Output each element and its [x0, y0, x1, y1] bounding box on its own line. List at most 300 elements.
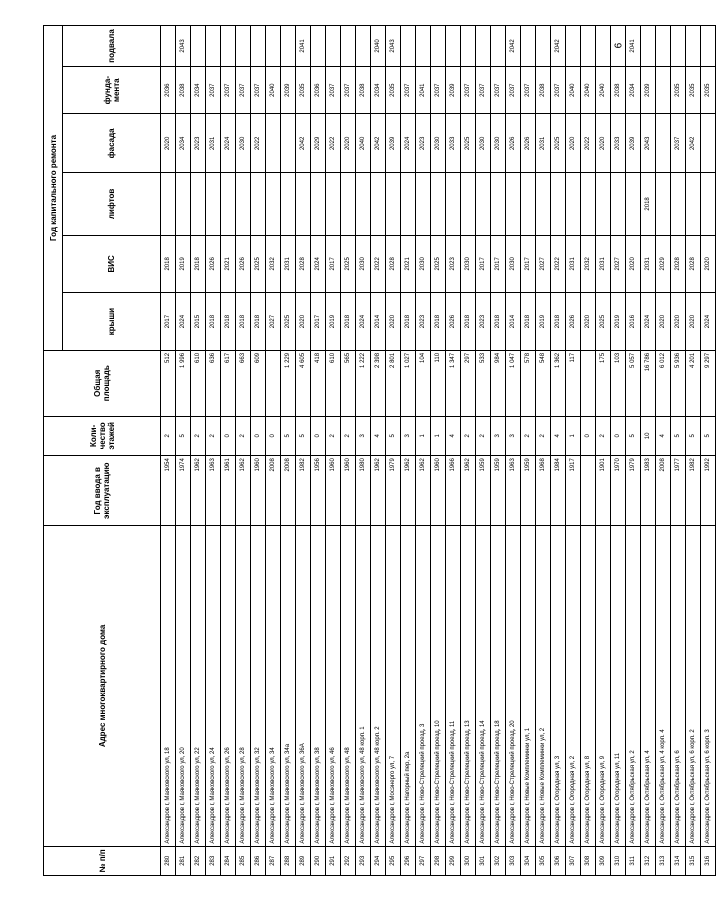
cell-num: 313 [656, 846, 671, 875]
cell-lifts [596, 173, 611, 235]
cell-roof: 2019 [326, 293, 341, 351]
cell-area: 110 [431, 350, 446, 416]
cell-area: 4 605 [296, 350, 311, 416]
cell-facade: 2020 [161, 114, 176, 173]
cell-foundation: 2037 [236, 66, 251, 114]
cell-floors: 0 [266, 416, 281, 456]
table-row [341, 26, 356, 876]
cell-floors: 5 [386, 416, 401, 456]
cell-num: 286 [251, 846, 266, 875]
table-row [206, 26, 221, 876]
table-row [191, 26, 206, 876]
table-row [476, 26, 491, 876]
cell-foundation: 2037 [341, 66, 356, 114]
cell-address: Александров г, Маяковского ул, 28 [236, 526, 251, 846]
cell-foundation: 2037 [221, 66, 236, 114]
cell-area: 6 012 [656, 350, 671, 416]
table-row [641, 26, 656, 876]
cell-facade: 2030 [236, 114, 251, 173]
header-area: Общая площадь [44, 350, 161, 416]
header-roof: крыши [63, 293, 161, 351]
cell-area: 4 201 [686, 350, 701, 416]
cell-basement [281, 26, 296, 67]
cell-num: 312 [641, 846, 656, 875]
header-num: № п/п [44, 846, 161, 875]
table-row [386, 26, 401, 876]
cell-basement [641, 26, 656, 67]
cell-basement [521, 26, 536, 67]
cell-vis: 2029 [656, 235, 671, 293]
header-foundation: фунда-мента [63, 66, 161, 114]
cell-num: 287 [266, 846, 281, 875]
cell-area: 175 [596, 350, 611, 416]
cell-vis: 2025 [341, 235, 356, 293]
cell-address: Александров г, Маяковского ул, 36А [296, 526, 311, 846]
cell-year [581, 456, 596, 526]
cell-year: 1992 [701, 456, 716, 526]
cell-basement [311, 26, 326, 67]
cell-area: 533 [476, 350, 491, 416]
cell-basement [431, 26, 446, 67]
cell-lifts [341, 173, 356, 235]
cell-vis: 2032 [266, 235, 281, 293]
cell-year: 1962 [401, 456, 416, 526]
table-row [566, 26, 581, 876]
cell-basement [341, 26, 356, 67]
cell-foundation: 2037 [476, 66, 491, 114]
cell-area: 297 [461, 350, 476, 416]
cell-facade: 2043 [641, 114, 656, 173]
cell-roof: 2018 [236, 293, 251, 351]
cell-area: 2 398 [371, 350, 386, 416]
cell-area: 5 057 [626, 350, 641, 416]
cell-year: 1979 [626, 456, 641, 526]
cell-roof: 2019 [611, 293, 626, 351]
cell-address: Александров г, Новые Комплеминки ул, 1 [521, 526, 536, 846]
cell-facade: 2025 [551, 114, 566, 173]
cell-area: 565 [341, 350, 356, 416]
cell-foundation: 2038 [611, 66, 626, 114]
cell-area: 663 [236, 350, 251, 416]
cell-lifts [266, 173, 281, 235]
cell-basement [161, 26, 176, 67]
cell-lifts [656, 173, 671, 235]
cell-roof: 2017 [311, 293, 326, 351]
cell-vis: 2019 [176, 235, 191, 293]
table-row [551, 26, 566, 876]
cell-roof: 2020 [386, 293, 401, 351]
cell-floors: 0 [311, 416, 326, 456]
cell-year: 1960 [431, 456, 446, 526]
cell-address: Александров г, Маяковского ул, 22 [191, 526, 206, 846]
cell-lifts [176, 173, 191, 235]
cell-area: 984 [491, 350, 506, 416]
cell-roof: 2018 [206, 293, 221, 351]
cell-year: 1901 [596, 456, 611, 526]
cell-facade: 2023 [416, 114, 431, 173]
page-number: 9 [611, 42, 623, 49]
cell-vis: 2032 [581, 235, 596, 293]
cell-foundation: 2041 [416, 66, 431, 114]
cell-vis: 2022 [551, 235, 566, 293]
table-row [176, 26, 191, 876]
cell-foundation: 2037 [491, 66, 506, 114]
cell-address: Александров г, Маяковского ул, 48 [341, 526, 356, 846]
cell-facade: 2026 [506, 114, 521, 173]
cell-address: Александров г, Ново-Стрелецкий проезд, 14 [476, 526, 491, 846]
cell-basement [611, 26, 626, 67]
cell-lifts [521, 173, 536, 235]
table-row [161, 26, 176, 876]
rotated-page [43, 25, 711, 876]
cell-roof: 2020 [686, 293, 701, 351]
cell-floors: 5 [296, 416, 311, 456]
cell-foundation: 2037 [326, 66, 341, 114]
cell-area [581, 350, 596, 416]
cell-basement: 2041 [626, 26, 641, 67]
cell-num: 283 [206, 846, 221, 875]
cell-roof: 2018 [461, 293, 476, 351]
cell-address: Александров г, Октябрьская ул, 4 [641, 526, 656, 846]
cell-vis: 2017 [521, 235, 536, 293]
cell-foundation: 2038 [356, 66, 371, 114]
cell-basement [701, 26, 716, 67]
cell-floors: 3 [491, 416, 506, 456]
cell-foundation: 2040 [566, 66, 581, 114]
cell-num: 308 [581, 846, 596, 875]
cell-vis: 2028 [296, 235, 311, 293]
cell-floors: 5 [281, 416, 296, 456]
cell-roof: 2018 [551, 293, 566, 351]
cell-address: Александров г, Маяковского ул, 48 корп. 2 [371, 526, 386, 846]
cell-address: Александров г, Ново-Стрелецкий проезд, 20 [506, 526, 521, 846]
cell-lifts [446, 173, 461, 235]
cell-num: 291 [326, 846, 341, 875]
cell-num: 285 [236, 846, 251, 875]
cell-roof: 2024 [641, 293, 656, 351]
cell-foundation: 2036 [311, 66, 326, 114]
cell-vis: 2031 [641, 235, 656, 293]
cell-floors: 0 [251, 416, 266, 456]
cell-basement [461, 26, 476, 67]
cell-floors: 2 [236, 416, 251, 456]
cell-num: 301 [476, 846, 491, 875]
cell-roof: 2018 [251, 293, 266, 351]
cell-area: 636 [206, 350, 221, 416]
table-row [671, 26, 686, 876]
cell-year: 1980 [356, 456, 371, 526]
cell-vis: 2017 [326, 235, 341, 293]
cell-vis: 2027 [611, 235, 626, 293]
cell-roof: 2018 [401, 293, 416, 351]
cell-foundation: 2034 [371, 66, 386, 114]
cell-foundation: 2037 [461, 66, 476, 114]
cell-address: Александров г, Новые Комплеминки ул, 2 [536, 526, 551, 846]
cell-year: 1959 [491, 456, 506, 526]
cell-vis: 2031 [566, 235, 581, 293]
cell-address: Александров г, Октябрьская ул, 4 корп. 4 [656, 526, 671, 846]
cell-num: 303 [506, 846, 521, 875]
cell-floors: 1 [416, 416, 431, 456]
cell-num: 304 [521, 846, 536, 875]
cell-floors: 3 [356, 416, 371, 456]
cell-facade: 2040 [356, 114, 371, 173]
cell-facade [701, 114, 716, 173]
cell-facade [281, 114, 296, 173]
cell-address: Александров г, Маяковского ул, 26 [221, 526, 236, 846]
cell-facade: 2031 [536, 114, 551, 173]
cell-area: 512 [161, 350, 176, 416]
cell-lifts [371, 173, 386, 235]
cell-year: 1982 [296, 456, 311, 526]
cell-address: Александров г, Маяковского ул, 24 [206, 526, 221, 846]
table-row [611, 26, 626, 876]
cell-year: 1963 [206, 456, 221, 526]
table-row [236, 26, 251, 876]
cell-vis: 2030 [506, 235, 521, 293]
cell-roof: 2025 [281, 293, 296, 351]
cell-roof: 2017 [161, 293, 176, 351]
cell-foundation: 2040 [581, 66, 596, 114]
cell-num: 288 [281, 846, 296, 875]
cell-area: 9 297 [701, 350, 716, 416]
cell-basement [491, 26, 506, 67]
cell-area: 1 027 [401, 350, 416, 416]
cell-roof: 2019 [536, 293, 551, 351]
table-row [266, 26, 281, 876]
cell-year: 1983 [641, 456, 656, 526]
cell-vis: 2018 [161, 235, 176, 293]
cell-area: 104 [416, 350, 431, 416]
cell-lifts [461, 173, 476, 235]
cell-year: 1956 [311, 456, 326, 526]
cell-address: Александров г, Ново-Стрелецкий проезд, 11 [446, 526, 461, 846]
cell-foundation: 2039 [446, 66, 461, 114]
cell-foundation: 2037 [251, 66, 266, 114]
cell-num: 282 [191, 846, 206, 875]
cell-year: 1962 [416, 456, 431, 526]
cell-basement [671, 26, 686, 67]
header-year: Год ввода в эксплуатацию [44, 456, 161, 526]
cell-address: Александров г, Маяковского ул, 18 [161, 526, 176, 846]
cell-area: 1 347 [446, 350, 461, 416]
cell-year: 1977 [671, 456, 686, 526]
cell-lifts [191, 173, 206, 235]
cell-basement [596, 26, 611, 67]
cell-num: 292 [341, 846, 356, 875]
table-row [371, 26, 386, 876]
cell-lifts [671, 173, 686, 235]
cell-foundation: 2035 [296, 66, 311, 114]
cell-floors: 1 [566, 416, 581, 456]
cell-facade: 2039 [386, 114, 401, 173]
table-row [536, 26, 551, 876]
cell-foundation: 2035 [671, 66, 686, 114]
cell-area: 548 [536, 350, 551, 416]
cell-foundation: 2035 [701, 66, 716, 114]
cell-area: 16 786 [641, 350, 656, 416]
cell-address: Александров г, Октябрьская ул, 6 корп. 3 [701, 526, 716, 846]
cell-floors: 0 [221, 416, 236, 456]
cell-lifts [416, 173, 431, 235]
cell-foundation: 2034 [191, 66, 206, 114]
cell-lifts [206, 173, 221, 235]
cell-area: 609 [251, 350, 266, 416]
table-row [506, 26, 521, 876]
cell-foundation: 2039 [281, 66, 296, 114]
cell-num: 307 [566, 846, 581, 875]
cell-year: 1917 [566, 456, 581, 526]
cell-facade: 2025 [461, 114, 476, 173]
cell-roof: 2018 [431, 293, 446, 351]
cell-facade: 2042 [371, 114, 386, 173]
cell-roof: 2020 [671, 293, 686, 351]
cell-roof: 2020 [581, 293, 596, 351]
cell-roof: 2027 [266, 293, 281, 351]
cell-basement: 2042 [551, 26, 566, 67]
cell-year: 1970 [611, 456, 626, 526]
cell-basement [566, 26, 581, 67]
cell-floors: 4 [656, 416, 671, 456]
cell-num: 284 [221, 846, 236, 875]
cell-vis: 2018 [191, 235, 206, 293]
cell-floors: 0 [611, 416, 626, 456]
cell-address: Александров г, Огородная ул, 3 [551, 526, 566, 846]
cell-roof: 2015 [191, 293, 206, 351]
table-row [461, 26, 476, 876]
table-row [446, 26, 461, 876]
cell-num: 309 [596, 846, 611, 875]
cell-facade: 2020 [596, 114, 611, 173]
cell-year: 1959 [521, 456, 536, 526]
cell-facade: 2020 [341, 114, 356, 173]
cell-lifts [431, 173, 446, 235]
cell-address: Александров г, Нагорный пер, 2а [401, 526, 416, 846]
cell-facade: 2034 [176, 114, 191, 173]
cell-basement: 2041 [296, 26, 311, 67]
cell-floors: 0 [581, 416, 596, 456]
cell-lifts [356, 173, 371, 235]
cell-year: 1961 [221, 456, 236, 526]
cell-foundation: 2037 [521, 66, 536, 114]
cell-address: Александров г, Октябрьская ул, 2 [626, 526, 641, 846]
cell-num: 280 [161, 846, 176, 875]
cell-foundation: 2035 [686, 66, 701, 114]
table-row [431, 26, 446, 876]
cell-year: 1974 [176, 456, 191, 526]
cell-facade: 2037 [671, 114, 686, 173]
cell-area: 1 222 [356, 350, 371, 416]
cell-vis: 2030 [461, 235, 476, 293]
cell-address: Александров г, Ново-Стрелецкий проезд, 10 [431, 526, 446, 846]
cell-floors: 5 [176, 416, 191, 456]
cell-floors: 2 [476, 416, 491, 456]
cell-roof: 2023 [476, 293, 491, 351]
cell-floors: 10 [641, 416, 656, 456]
cell-lifts [476, 173, 491, 235]
cell-lifts [506, 173, 521, 235]
cell-floors: 5 [671, 416, 686, 456]
cell-year: 1963 [506, 456, 521, 526]
cell-basement [656, 26, 671, 67]
cell-basement [266, 26, 281, 67]
cell-roof: 2020 [296, 293, 311, 351]
cell-year: 1962 [191, 456, 206, 526]
cell-foundation: 2038 [176, 66, 191, 114]
cell-foundation: 2037 [206, 66, 221, 114]
cell-num: 296 [401, 846, 416, 875]
cell-num: 302 [491, 846, 506, 875]
cell-facade: 2030 [491, 114, 506, 173]
cell-vis: 2031 [281, 235, 296, 293]
cell-area: 1 996 [176, 350, 191, 416]
cell-facade: 2030 [431, 114, 446, 173]
table-row [521, 26, 536, 876]
table-row [656, 26, 671, 876]
cell-roof: 2023 [416, 293, 431, 351]
cell-vis: 2017 [476, 235, 491, 293]
cell-basement [416, 26, 431, 67]
header-floors: Коли-чество этажей [44, 416, 161, 456]
cell-vis: 2026 [236, 235, 251, 293]
cell-floors: 4 [446, 416, 461, 456]
cell-basement [686, 26, 701, 67]
cell-address: Александров г, Маяковского ул, 34 [266, 526, 281, 846]
cell-address: Александров г, Маяковского ул, 46 [326, 526, 341, 846]
cell-roof: 2014 [506, 293, 521, 351]
cell-vis: 2022 [371, 235, 386, 293]
cell-vis: 2020 [626, 235, 641, 293]
cell-facade: 2029 [311, 114, 326, 173]
cell-area: 617 [221, 350, 236, 416]
cell-facade: 2030 [476, 114, 491, 173]
cell-lifts [161, 173, 176, 235]
cell-year: 2008 [281, 456, 296, 526]
cell-address: Александров г, Маяковского ул, 34а [281, 526, 296, 846]
cell-address: Александров г, Мосэнерго ул, 7 [386, 526, 401, 846]
cell-basement [446, 26, 461, 67]
table-row [401, 26, 416, 876]
cell-lifts [551, 173, 566, 235]
table-row [701, 26, 716, 876]
cell-lifts [626, 173, 641, 235]
cell-roof: 2025 [596, 293, 611, 351]
cell-basement [356, 26, 371, 67]
cell-year: 1962 [461, 456, 476, 526]
cell-foundation: 2037 [431, 66, 446, 114]
cell-floors: 5 [701, 416, 716, 456]
header-repair-group: Год капитального ремонта [44, 26, 63, 351]
cell-lifts [566, 173, 581, 235]
cell-vis: 2025 [251, 235, 266, 293]
cell-lifts [386, 173, 401, 235]
cell-roof: 2026 [566, 293, 581, 351]
cell-area: 578 [521, 350, 536, 416]
cell-vis: 2021 [221, 235, 236, 293]
cell-basement [221, 26, 236, 67]
cell-floors: 3 [506, 416, 521, 456]
header-facade: фасада [63, 114, 161, 173]
cell-floors: 2 [326, 416, 341, 456]
cell-basement [536, 26, 551, 67]
table-row [596, 26, 611, 876]
header-vis: ВИС [63, 235, 161, 293]
header-lifts: лифтов [63, 173, 161, 235]
capital-repair-table [43, 25, 716, 876]
cell-facade: 2024 [221, 114, 236, 173]
cell-floors: 2 [341, 416, 356, 456]
cell-lifts [611, 173, 626, 235]
